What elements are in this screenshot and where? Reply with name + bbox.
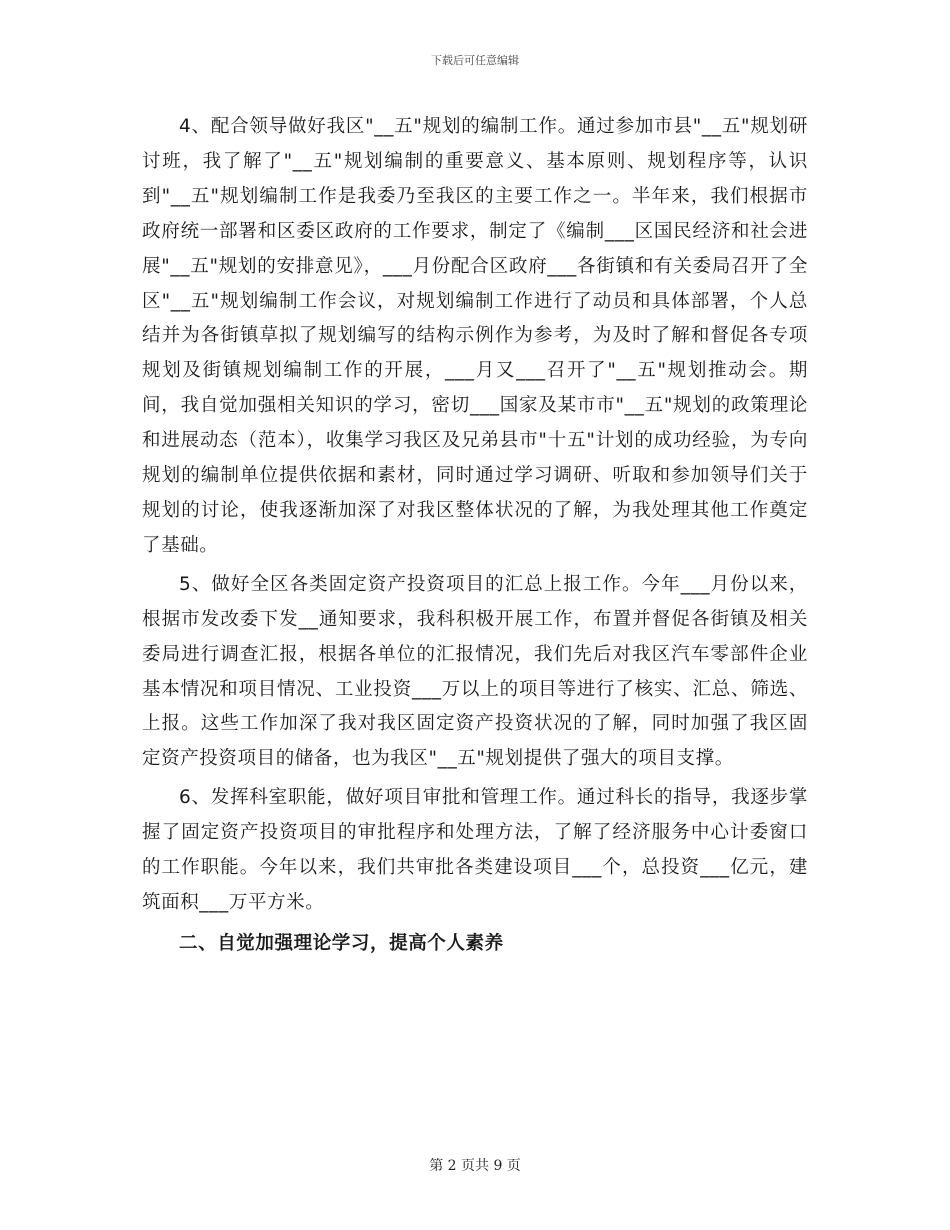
paragraph-item-5: 5、做好全区各类固定资产投资项目的汇总上报工作。今年___月份以来，根据市发改委下发__通知要求，我科积极开展工作，布置并督促各街镇及相关委局进行调查汇报，根据各单位的汇报情况，我们先后对我区汽车零部件企业基本情况和项目情况、工业投资___万以上的项目等进行了核实、汇总、筛选、上报。这些工作加深了我对我区固定资产投资状况的了解，同时加强了我区固定资产投资项目的储备，也为我区"__五"规划提供了强大的项目支撑。: [142, 573, 808, 770]
document-body: [142, 110, 808, 962]
header-note: 下载后可任意编辑: [431, 54, 519, 67]
paragraph-item-4: 4、配合领导做好我区"__五"规划的编制工作。通过参加市县"__五"规划研讨班，我了解了"__五"规划编制的重要意义、基本原则、规划程序等，认识到"__五"规划编制工作是我委乃至我区的主要工作之一。半年来，我们根据市政府统一部署和区委区政府的工作要求，制定了《编制___区国民经济和社会进展"__五"规划的安排意见》，___月份配合区政府___各街镇和有关委局召开了全区"__五"规划编制工作会议，对规划编制工作进行了动员和具体部署，个人总结并为各街镇草拟了规划编写的结构示例作为参考，为及时了解和督促各专项规划及街镇规划编制工作的开展，___月又___召开了"__五"规划推动会。期间，我自觉加强相关知识的学习，密切___国家及某市市"__五"规划的政策理论和进展动态（范本），收集学习我区及兄弟县市"十五"计划的成功经验，为专向规划的编制单位提供依据和素材，同时通过学习调研、听取和参加领导们关于规划的讨论，使我逐渐加深了对我区整体状况的了解，为我处理其他工作奠定了基础。: [142, 116, 808, 556]
paragraph-item-6: 6、发挥科室职能，做好项目审批和管理工作。通过科长的指导，我逐步掌握了固定资产投资项目的审批程序和处理方法，了解了经济服务中心计委窗口的工作职能。今年以来，我们共审批各类建设项目___个，总投资___亿元，建筑面积___万平方米。: [142, 787, 808, 913]
section-heading: 二、自觉加强理论学习，提高个人素养: [179, 932, 504, 954]
page-number: 第 2 页共 9 页: [429, 1158, 521, 1174]
